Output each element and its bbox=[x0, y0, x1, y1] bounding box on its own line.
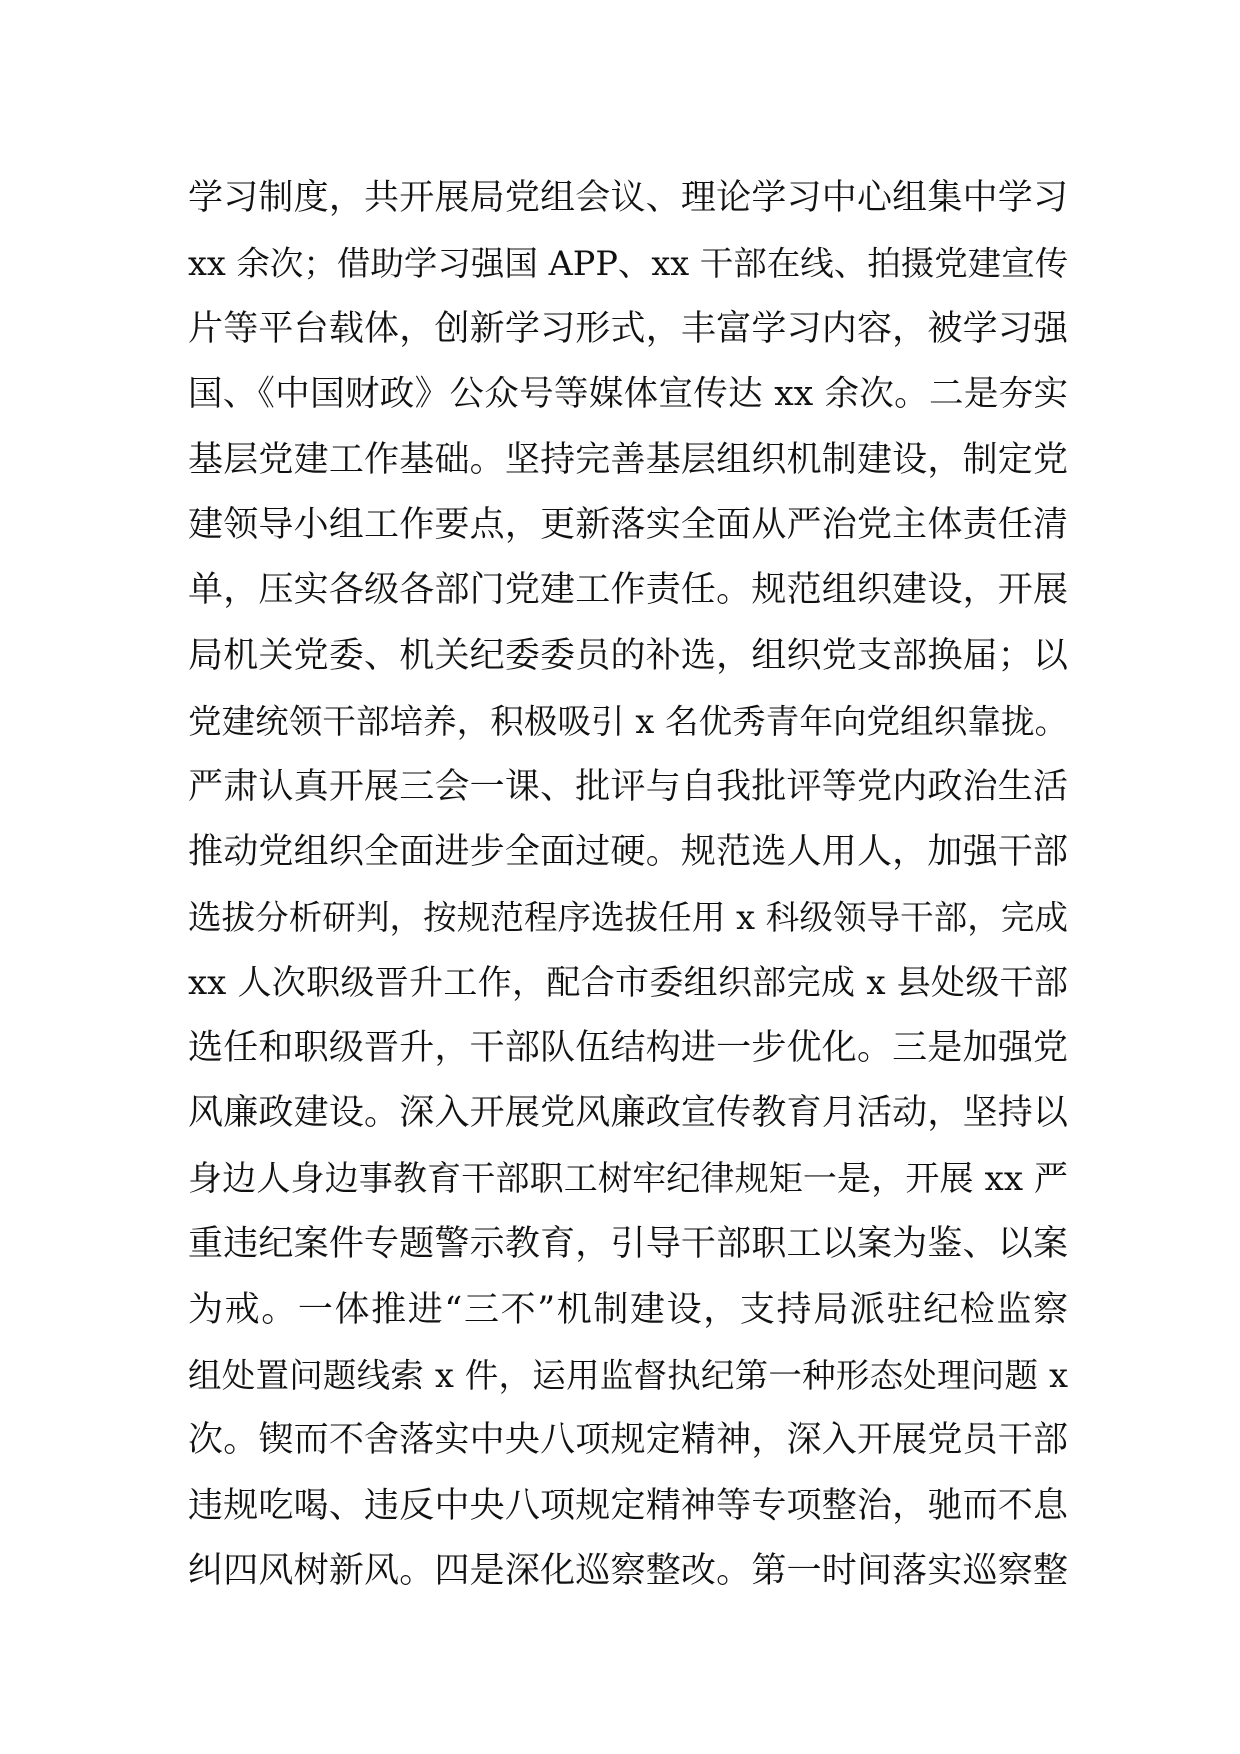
text-line: 组处置问题线索 x 件，运用监督执纪第一种形态处理问题 x bbox=[188, 1356, 1068, 1396]
text-line: 为戒。一体推进“三不”机制建设，支持局派驻纪检监察 bbox=[188, 1289, 1068, 1330]
text-line: xx 余次；借助学习强国 APP、xx 干部在线、拍摄党建宣传 bbox=[188, 244, 1069, 284]
text-line: 重违纪案件专题警示教育，引导干部职工以案为鉴、以案 bbox=[188, 1224, 1068, 1265]
text-line: 单，压实各级各部门党建工作责任。规范组织建设，开展 bbox=[188, 570, 1068, 611]
text-line: 学习制度，共开展局党组会议、理论学习中心组集中学习 bbox=[188, 178, 1068, 218]
text-line: 局机关党委、机关纪委委员的补选，组织党支部换届；以 bbox=[188, 635, 1068, 676]
text-line: 基层党建工作基础。坚持完善基层组织机制建设，制定党 bbox=[188, 439, 1068, 480]
text-line: 推动党组织全面进步全面过硬。规范选人用人，加强干部 bbox=[188, 831, 1068, 872]
body-text bbox=[188, 166, 1068, 1605]
text-line: 违规吃喝、违反中央八项规定精神等专项整治，驰而不息 bbox=[188, 1485, 1068, 1526]
text-line: 身边人身边事教育干部职工树牢纪律规矩一是，开展 xx 严 bbox=[188, 1158, 1068, 1199]
text-line: 选任和职级晋升，干部队伍结构进一步优化。三是加强党 bbox=[188, 1028, 1068, 1069]
text-line: 严肃认真开展三会一课、批评与自我批评等党内政治生活 bbox=[188, 766, 1068, 807]
text-line: 党建统领干部培养，积极吸引 x 名优秀青年向党组织靠拢。 bbox=[188, 702, 1068, 742]
text-line: 纠四风树新风。四是深化巡察整改。第一时间落实巡察整 bbox=[188, 1551, 1068, 1592]
text-line: 片等平台载体，创新学习形式，丰富学习内容，被学习强 bbox=[188, 308, 1068, 349]
text-line: 建领导小组工作要点，更新落实全面从严治党主体责任清 bbox=[188, 504, 1068, 545]
text-line: 选拔分析研判，按规范程序选拔任用 x 科级领导干部，完成 bbox=[188, 898, 1068, 938]
text-line: 国、《中国财政》公众号等媒体宣传达 xx 余次。二是夯实 bbox=[188, 374, 1068, 415]
text-line: 次。锲而不舍落实中央八项规定精神，深入开展党员干部 bbox=[188, 1420, 1068, 1461]
text-line: xx 人次职级晋升工作，配合市委组织部完成 x 县处级干部 bbox=[188, 962, 1068, 1003]
text-line: 风廉政建设。深入开展党风廉政宣传教育月活动，坚持以 bbox=[188, 1093, 1068, 1134]
